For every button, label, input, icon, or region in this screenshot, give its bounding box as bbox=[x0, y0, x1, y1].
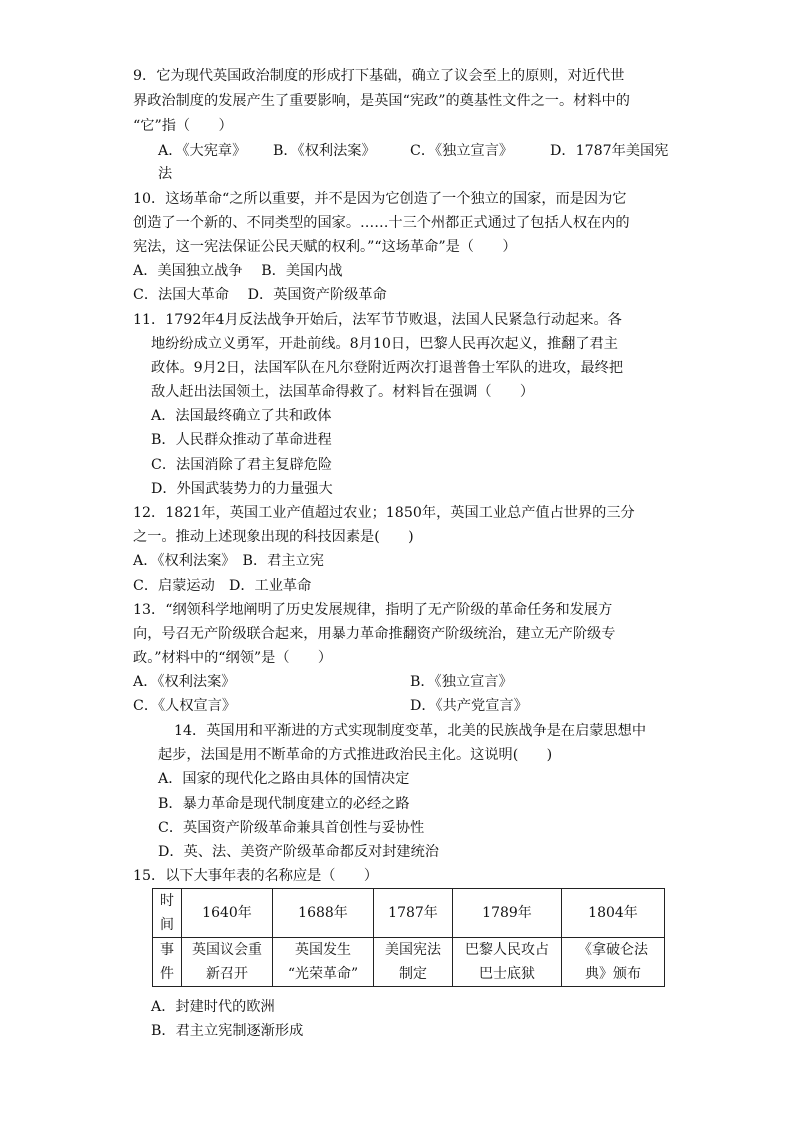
table-row-event bbox=[153, 938, 665, 987]
q12-stem-line-2: 之一。推动上述现象出现的科技因素是( ) bbox=[133, 529, 414, 545]
table-cell-year: 1789年 bbox=[453, 889, 562, 938]
q14-option-c: C．英国资产阶级革命兼具首创性与妥协性 bbox=[158, 820, 425, 836]
q11-stem-line-2: 地纷纷成立义勇军，开赴前线。8月10日，巴黎人民再次起义，推翻了君主 bbox=[151, 336, 618, 352]
q14-option-d: D．英、法、美资产阶级革命都反对封建统治 bbox=[158, 844, 439, 860]
q14-stem-line-2: 起步，法国是用不断革命的方式推进政治民主化。这说明( ) bbox=[158, 747, 553, 763]
q14-option-b: B．暴力革命是现代制度建立的必经之路 bbox=[158, 796, 410, 812]
q11-option-a: A．法国最终确立了共和政体 bbox=[151, 408, 332, 424]
q11-stem-line-3: 政体。9月2日，法国军队在凡尔登附近两次打退普鲁士军队的进攻，最终把 bbox=[151, 360, 624, 376]
q14-option-a: A．国家的现代化之路由具体的国情决定 bbox=[158, 771, 410, 787]
q13-stem-line-2: 向，号召无产阶级联合起来，用暴力革命推翻资产阶级统治，建立无产阶级专 bbox=[133, 626, 616, 642]
table-cell-year: 1688年 bbox=[273, 889, 374, 938]
table-header-time: 时 间 bbox=[153, 889, 182, 938]
q13-stem-line-3: 政。”材料中的“纲领”是（ ） bbox=[133, 650, 333, 666]
q14-stem-line-1: 14．英国用和平渐进的方式实现制度变革，北美的民族战争是在启蒙思想中 bbox=[174, 723, 647, 739]
table-cell-event: 英国议会重 新召开 bbox=[182, 938, 273, 987]
q10-stem-line-3: 宪法，这一宪法保证公民天赋的权利。”“这场革命”是（ ） bbox=[133, 239, 517, 255]
q13-option-b: B．《独立宣言》 bbox=[410, 674, 513, 690]
table-cell-event: 英国发生 “光荣革命” bbox=[273, 938, 374, 987]
q9-option-d-wrap: 法 bbox=[158, 166, 173, 182]
q10-stem-line-1: 10．这场革命“之所以重要，并不是因为它创造了一个独立的国家，而是因为它 bbox=[133, 191, 627, 207]
q10-options-line-1: A．美国独立战争 B．美国内战 bbox=[133, 263, 343, 279]
q9-stem-line-3: “它”指（ ） bbox=[133, 118, 233, 134]
q13-option-a: A．《权利法案》 bbox=[133, 674, 236, 690]
table-cell-event: 巴黎人民攻占 巴士底狱 bbox=[453, 938, 562, 987]
table-header-event: 事 件 bbox=[153, 938, 182, 987]
q9-option-a: A．《大宪章》 bbox=[158, 143, 247, 159]
q9-option-b: B．《权利法案》 bbox=[273, 143, 376, 159]
q10-options-line-2: C．法国大革命 D．英国资产阶级革命 bbox=[133, 287, 387, 303]
q15-option-b: B．君主立宪制逐渐形成 bbox=[151, 1023, 304, 1039]
q12-options-line-1: A．《权利法案》 B．君主立宪 bbox=[133, 553, 324, 569]
q13-option-d: D．《共产党宣言》 bbox=[410, 698, 528, 714]
table-cell-event: 美国宪法 制定 bbox=[374, 938, 453, 987]
table-cell-year: 1640年 bbox=[182, 889, 273, 938]
chronology-table bbox=[152, 888, 665, 987]
q15-option-a: A．封建时代的欧洲 bbox=[151, 999, 275, 1015]
table-cell-year: 1804年 bbox=[562, 889, 665, 938]
q11-stem-line-1: 11．1792年4月反法战争开始后，法军节节败退，法国人民紧急行动起来。各 bbox=[133, 312, 622, 328]
table-row-time bbox=[153, 889, 665, 938]
table-cell-year: 1787年 bbox=[374, 889, 453, 938]
table-cell-event: 《拿破仑法 典》颁布 bbox=[562, 938, 665, 987]
q11-option-b: B．人民群众推动了革命进程 bbox=[151, 432, 332, 448]
q10-stem-line-2: 创造了一个新的、不同类型的国家。……十三个州都正式通过了包括人权在内的 bbox=[133, 215, 630, 231]
q12-options-line-2: C．启蒙运动 D．工业革命 bbox=[133, 578, 312, 594]
q11-stem-line-4: 敌人赶出法国领土，法国革命得救了。材料旨在强调（ ） bbox=[151, 384, 535, 400]
q9-option-d: D．1787年美国宪 bbox=[550, 143, 669, 159]
q13-stem-line-1: 13．“纲领科学地阐明了历史发展规律，指明了无产阶级的革命任务和发展方 bbox=[133, 602, 613, 618]
q9-stem-line-1: 9．它为现代英国政治制度的形成打下基础，确立了议会至上的原则，对近代世 bbox=[133, 68, 625, 84]
q11-option-d: D．外国武装势力的力量强大 bbox=[151, 481, 333, 497]
q11-option-c: C．法国消除了君主复辟危险 bbox=[151, 457, 333, 473]
q13-option-c: C．《人权宣言》 bbox=[133, 698, 237, 714]
q9-option-c: C．《独立宣言》 bbox=[410, 143, 514, 159]
q15-stem: 15．以下大事年表的名称应是（ ） bbox=[133, 868, 379, 884]
q9-stem-line-2: 界政治制度的发展产生了重要影响，是英国“宪政”的奠基性文件之一。材料中的 bbox=[133, 93, 630, 109]
q12-stem-line-1: 12．1821年，英国工业产值超过农业；1850年，英国工业总产值占世界的三分 bbox=[133, 505, 635, 521]
